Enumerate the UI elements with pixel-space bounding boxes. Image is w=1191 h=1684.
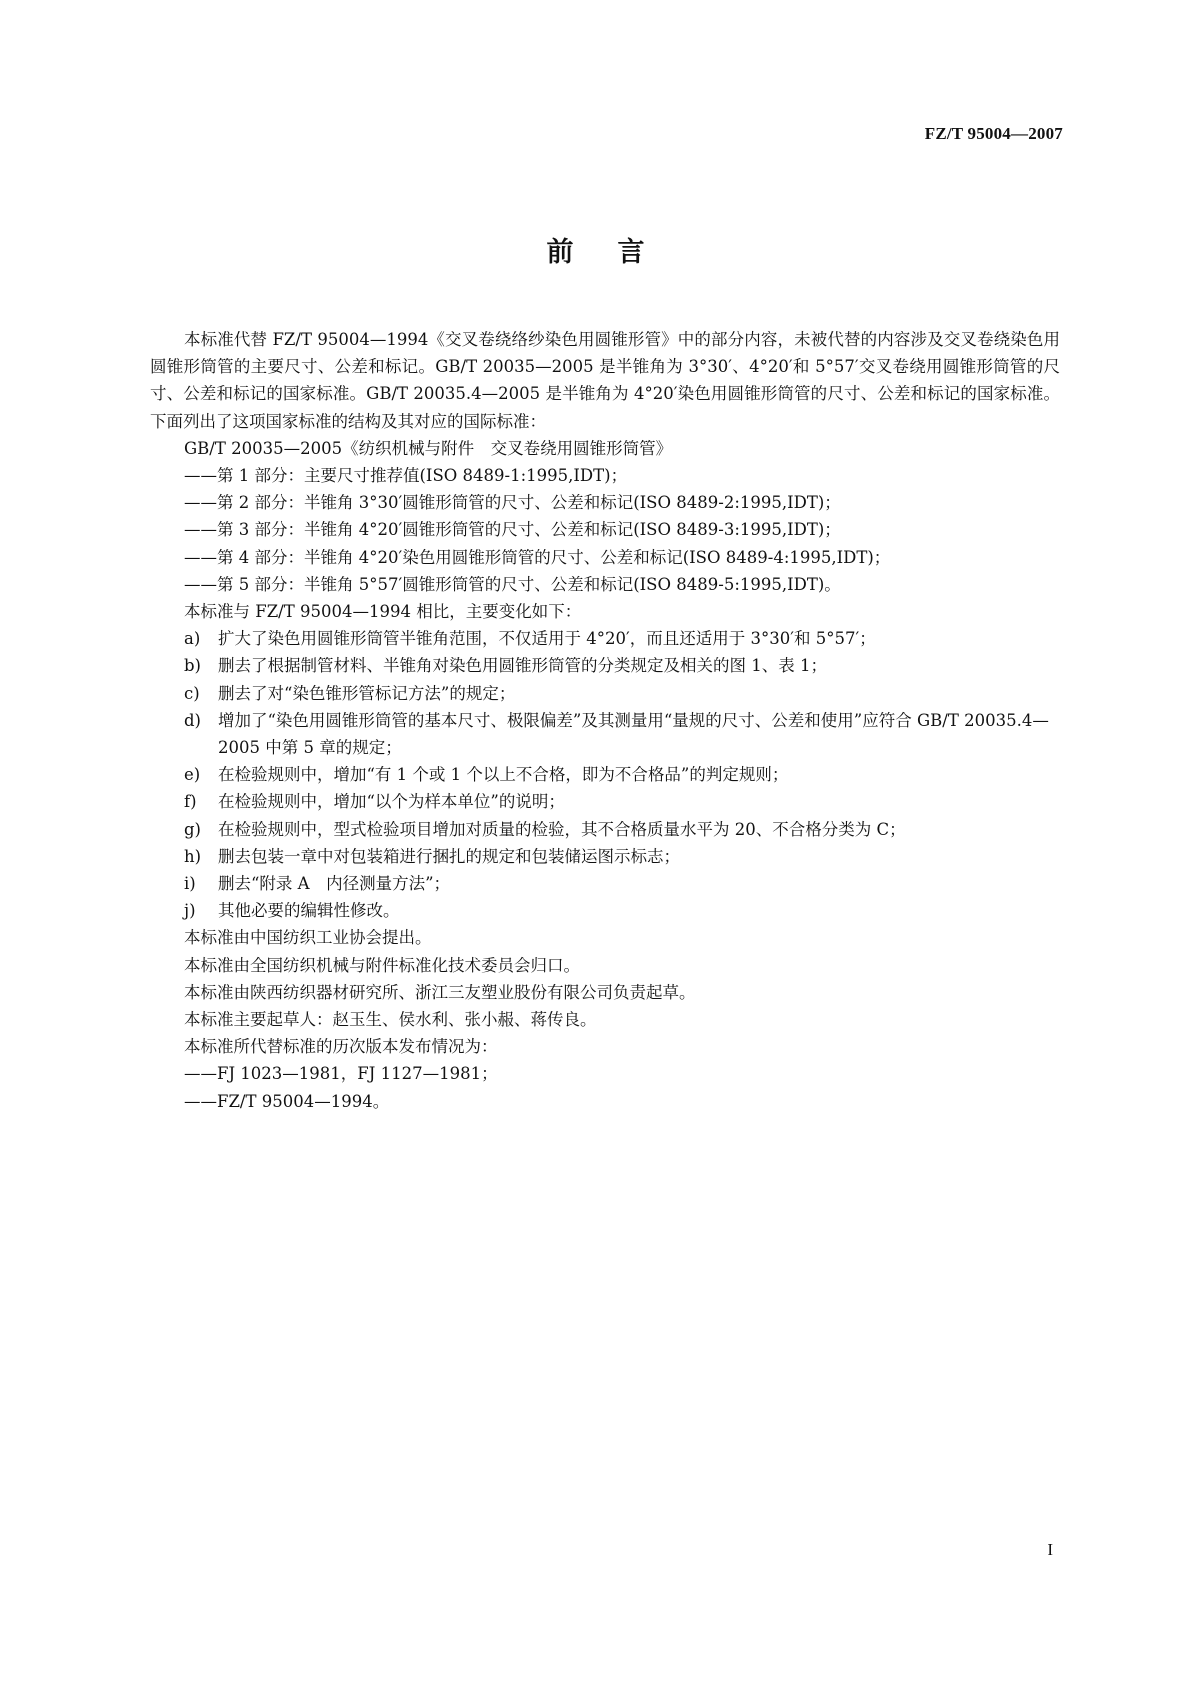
change-item — [150, 897, 1060, 924]
change-text: 在检验规则中，增加“以个为样本单位”的说明； — [218, 792, 565, 812]
change-text: 删去包装一章中对包装箱进行捆扎的规定和包装储运图示标志； — [218, 846, 680, 866]
change-label: c) — [184, 683, 200, 703]
previous-version-item: ——FZ/T 95004—1994。 — [184, 1091, 390, 1111]
part-item: ——第 2 部分：半锥角 3°30′圆锥形筒管的尺寸、公差和标记(ISO 8489-2:1995,IDT)； — [184, 493, 841, 513]
statement-committee: 本标准由全国纺织机械与附件标准化技术委员会归口。 — [184, 955, 580, 975]
change-label: h) — [184, 846, 202, 866]
change-label: e) — [184, 765, 201, 785]
change-label: a) — [184, 629, 201, 649]
statement-history: 本标准所代替标准的历次版本发布情况为： — [184, 1037, 498, 1057]
statement-proposer: 本标准由中国纺织工业协会提出。 — [184, 928, 432, 948]
change-text: 删去“附录 A 内径测量方法”； — [218, 874, 451, 894]
change-text: 在检验规则中，增加“有 1 个或 1 个以上不合格，即为不合格品”的判定规则； — [218, 765, 789, 785]
change-item — [150, 625, 1060, 652]
change-label: b) — [184, 656, 201, 676]
change-item — [150, 816, 1060, 843]
change-label: f) — [184, 792, 197, 812]
statement-drafters: 本标准主要起草人：赵玉生、侯水利、张小赧、蒋传良。 — [184, 1010, 597, 1030]
previous-version-item: ——FJ 1023—1981，FJ 1127—1981； — [184, 1064, 498, 1084]
document-body — [150, 326, 1060, 1115]
change-text: 删去了对“染色锥形管标记方法”的规定； — [218, 683, 516, 703]
changes-intro: 本标准与 FZ/T 95004—1994 相比，主要变化如下： — [184, 602, 582, 622]
change-label: d) — [184, 710, 201, 730]
page-number: I — [1047, 1540, 1053, 1559]
change-item — [150, 788, 1060, 815]
statement-drafting-units: 本标准由陕西纺织器材研究所、浙江三友塑业股份有限公司负责起草。 — [184, 982, 696, 1002]
change-item — [150, 870, 1060, 897]
change-text: 在检验规则中，型式检验项目增加对质量的检验，其不合格质量水平为 20、不合格分类为 C； — [218, 819, 906, 839]
page-title: 前言 — [546, 237, 689, 268]
change-item — [150, 707, 1060, 761]
change-text: 其他必要的编辑性修改。 — [218, 901, 400, 921]
change-text: 扩大了染色用圆锥形筒管半锥角范围，不仅适用于 4°20′，而且还适用于 3°30′和 5°57′； — [218, 629, 876, 649]
change-label: g) — [184, 819, 201, 839]
part-item: ——第 5 部分：半锥角 5°57′圆锥形筒管的尺寸、公差和标记(ISO 8489-5:1995,IDT)。 — [184, 574, 841, 594]
standard-code: FZ/T 95004—2007 — [924, 124, 1063, 143]
part-item: ——第 4 部分：半锥角 4°20′染色用圆锥形筒管的尺寸、公差和标记(ISO 8489-4:1995,IDT)； — [184, 547, 891, 567]
part-item: ——第 1 部分：主要尺寸推荐值(ISO 8489-1:1995,IDT)； — [184, 466, 628, 486]
change-label: i) — [184, 874, 196, 894]
change-text: 增加了“染色用圆锥形筒管的基本尺寸、极限偏差”及其测量用“量规的尺寸、公差和使用”应符合 GB/T 20035.4—2005 中第 5 章的规定； — [218, 710, 1049, 758]
intro-paragraph: 本标准代替 FZ/T 95004—1994《交叉卷绕络纱染色用圆锥形管》中的部分内容，未被代替的内容涉及交叉卷绕染色用圆锥形筒管的主要尺寸、公差和标记。GB/T 20035—2005 是半锥角为 3°30′、4°20′和 5°57′交叉卷绕用圆锥形筒管的尺寸、公差和标记的国家标准。GB/T 20035.4—2005 是半锥角为 4°20′染色用圆锥形筒管的尺寸、公差和标记的国家标准。下面列出了这项国家标准的结构及其对应的国际标准： — [150, 330, 1060, 431]
change-label: j) — [184, 901, 196, 921]
change-item — [150, 761, 1060, 788]
gb-standard-title: GB/T 20035—2005《纺织机械与附件 交叉卷绕用圆锥形筒管》 — [184, 438, 673, 458]
change-item — [150, 680, 1060, 707]
change-text: 删去了根据制管材料、半锥角对染色用圆锥形筒管的分类规定及相关的图 1、表 1； — [218, 656, 827, 676]
part-item: ——第 3 部分：半锥角 4°20′圆锥形筒管的尺寸、公差和标记(ISO 8489-3:1995,IDT)； — [184, 520, 841, 540]
change-item — [150, 652, 1060, 679]
change-item — [150, 843, 1060, 870]
